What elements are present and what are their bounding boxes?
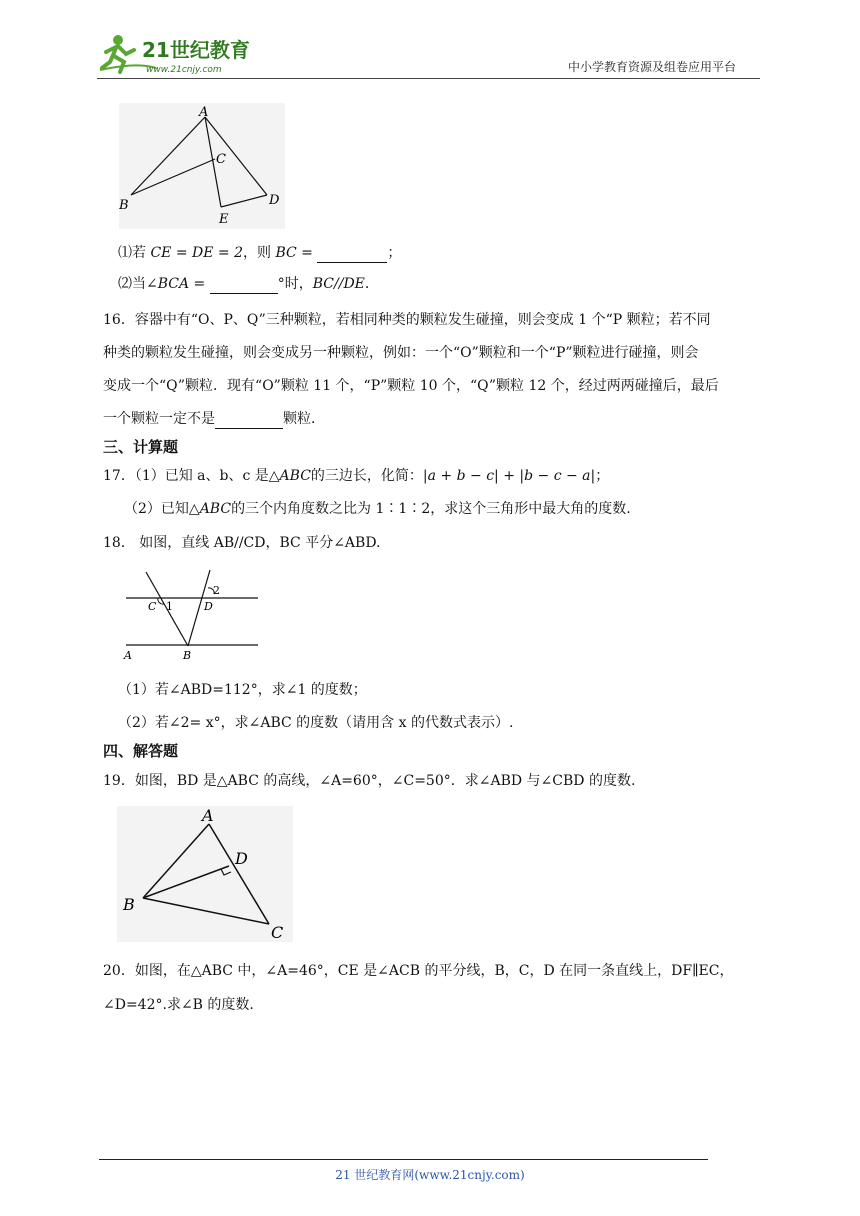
q20-line1: 20．如图，在△ABC 中，∠A=46°，CE 是∠ACB 的平分线，B，C，D 在同一条直线上，DF∥EC， <box>103 963 734 979</box>
runner-logo-icon <box>96 32 266 76</box>
label-b: B <box>183 649 192 662</box>
altitude-bd <box>143 866 229 898</box>
q15-figure <box>119 103 285 229</box>
q16-line3: 变成一个“Q”颗粒．现有“O”颗粒 11 个，“P”颗粒 10 个，“Q”颗粒 12 个，经过两两碰撞后，最后 <box>103 378 719 394</box>
q16-line2: 种类的颗粒发生碰撞，则会变成另一种颗粒，例如：一个“O”颗粒和一个“P”颗粒进行碰撞，则会 <box>103 345 699 361</box>
segment-bc <box>131 159 215 195</box>
q20-line2: ∠D=42°.求∠B 的度数. <box>103 997 254 1013</box>
label-angle-2: 2 <box>213 584 220 597</box>
section-heading: 四、解答题 <box>103 742 179 760</box>
label-b: B <box>123 895 135 914</box>
section-heading: 三、计算题 <box>103 438 179 456</box>
label-a: A <box>124 649 132 662</box>
label-d: D <box>235 849 248 868</box>
q17-line1: 17．（1）已知 a、b、c 是△ABC的三边长，化简：|a + b − c| + |b − c − a|； <box>103 468 610 484</box>
label-e: E <box>219 212 229 227</box>
q19-figure <box>117 806 293 942</box>
label-c: C <box>148 600 157 613</box>
label-d: D <box>204 600 213 613</box>
q15-part1: ⑴若 CE = DE = 2，则 BC = ； <box>118 245 402 261</box>
right-angle-mark <box>221 869 231 875</box>
q15-part2: ⑵当∠BCA = °时，BC//DE. <box>118 276 370 292</box>
site-logo <box>96 32 266 76</box>
logo-text: 21世纪教育 <box>142 38 250 62</box>
answer-blank[interactable] <box>317 246 387 263</box>
segment-bc <box>143 898 269 924</box>
header-divider <box>97 78 760 79</box>
label-angle-1: 1 <box>166 600 173 613</box>
segment-ab <box>143 824 209 898</box>
q18-part2: （2）若∠2= x°，求∠ABC 的度数（请用含 x 的代数式表示）. <box>118 715 514 731</box>
answer-blank[interactable] <box>215 412 283 429</box>
footer-divider <box>99 1159 708 1160</box>
label-b: B <box>119 198 129 213</box>
answer-blank[interactable] <box>210 277 278 294</box>
segment-ac <box>209 824 269 924</box>
segment-ad <box>205 117 267 195</box>
label-c: C <box>216 152 226 167</box>
q18-part1: （1）若∠ABD=112°，求∠1 的度数； <box>118 682 367 698</box>
q18-figure <box>118 566 264 662</box>
q16-line1: 16．容器中有“O、P、Q”三种颗粒，若相同种类的颗粒发生碰撞，则会变成 1 个“P 颗粒；若不同 <box>103 312 711 328</box>
q16-line4: 一个颗粒一定不是 颗粒． <box>103 411 325 427</box>
label-a: A <box>202 806 214 825</box>
footer-text: 21 世纪教育网(www.21cnjy.com) <box>335 1168 525 1182</box>
segment-ab <box>131 117 205 195</box>
q17-line2: （2）已知△ABC的三个内角度数之比为 1∶1∶2，求这个三角形中最大角的度数. <box>124 501 631 517</box>
label-d: D <box>269 193 280 208</box>
segment-ed <box>221 195 267 207</box>
q18-line: 18． 如图，直线 AB//CD，BC 平分∠ABD. <box>103 535 381 551</box>
q19-line: 19．如图，BD 是△ABC 的高线，∠A=60°，∠C=50°．求∠ABD 与∠CBD 的度数. <box>103 773 636 789</box>
logo-url: www.21cnjy.com <box>146 65 222 75</box>
label-c: C <box>271 923 284 942</box>
label-a: A <box>199 105 209 120</box>
header-platform-text: 中小学教育资源及组卷应用平台 <box>568 60 737 74</box>
